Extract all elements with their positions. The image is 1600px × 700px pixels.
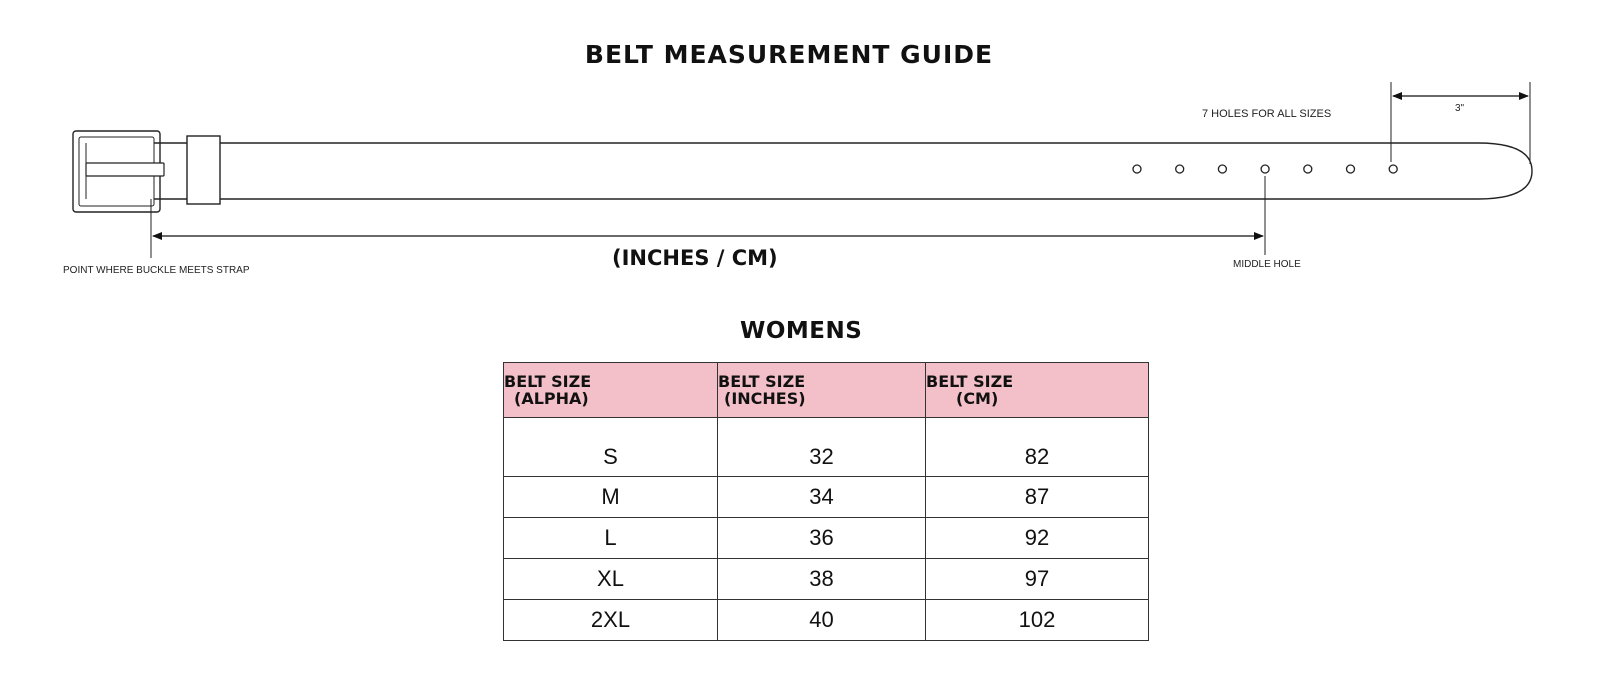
- cell-inches: 36: [718, 518, 926, 559]
- measurement-units-label: (INCHES / CM): [612, 246, 778, 270]
- cell-inches: 38: [718, 559, 926, 600]
- header-cm-line2: (CM): [956, 389, 999, 408]
- table-row: [504, 477, 1149, 518]
- header-inches: [718, 363, 926, 418]
- buckle-point-label: POINT WHERE BUCKLE MEETS STRAP: [63, 265, 250, 276]
- cell-cm: 97: [926, 559, 1149, 600]
- belt-hole: [1261, 165, 1269, 173]
- header-alpha-line1: BELT SIZE: [504, 372, 592, 391]
- belt-hole: [1304, 165, 1312, 173]
- belt-hole: [1347, 165, 1355, 173]
- header-inches-line1: BELT SIZE: [718, 372, 806, 391]
- header-alpha-line2: (ALPHA): [514, 389, 589, 408]
- cell-alpha: L: [504, 518, 718, 559]
- belt-diagram: [0, 0, 1600, 300]
- belt-keeper-loop: [187, 136, 220, 204]
- header-inches-line2: (INCHES): [724, 389, 806, 408]
- cell-cm: 87: [926, 477, 1149, 518]
- cell-alpha: S: [504, 418, 718, 477]
- belt-hole: [1389, 165, 1397, 173]
- cell-cm: 92: [926, 518, 1149, 559]
- cell-cm: 82: [926, 418, 1149, 477]
- table-header-row: [504, 363, 1149, 418]
- belt-holes: [1133, 165, 1397, 173]
- table-row: [504, 418, 1149, 477]
- belt-hole: [1218, 165, 1226, 173]
- middle-hole-label: MIDDLE HOLE: [1233, 259, 1301, 270]
- cell-inches: 34: [718, 477, 926, 518]
- page-title-text: BELT MEASUREMENT GUIDE: [584, 40, 994, 69]
- belt-hole: [1133, 165, 1141, 173]
- header-cm: [926, 363, 1149, 418]
- belt-hole: [1176, 165, 1184, 173]
- cell-alpha: M: [504, 477, 718, 518]
- table-row: [504, 518, 1149, 559]
- table-row: [504, 559, 1149, 600]
- section-title-womens: WOMENS: [740, 318, 863, 344]
- tip-spacing-label: 3": [1455, 103, 1465, 114]
- header-alpha: [504, 363, 718, 418]
- cell-alpha: XL: [504, 559, 718, 600]
- cell-alpha: 2XL: [504, 600, 718, 641]
- header-cm-line1: BELT SIZE: [926, 372, 1014, 391]
- size-chart-table: [503, 362, 1149, 641]
- cell-inches: 40: [718, 600, 926, 641]
- belt-strap-outline: [222, 143, 1532, 199]
- cell-cm: 102: [926, 600, 1149, 641]
- holes-label: 7 HOLES FOR ALL SIZES: [1202, 108, 1332, 120]
- table-row: [504, 600, 1149, 641]
- cell-inches: 32: [718, 418, 926, 477]
